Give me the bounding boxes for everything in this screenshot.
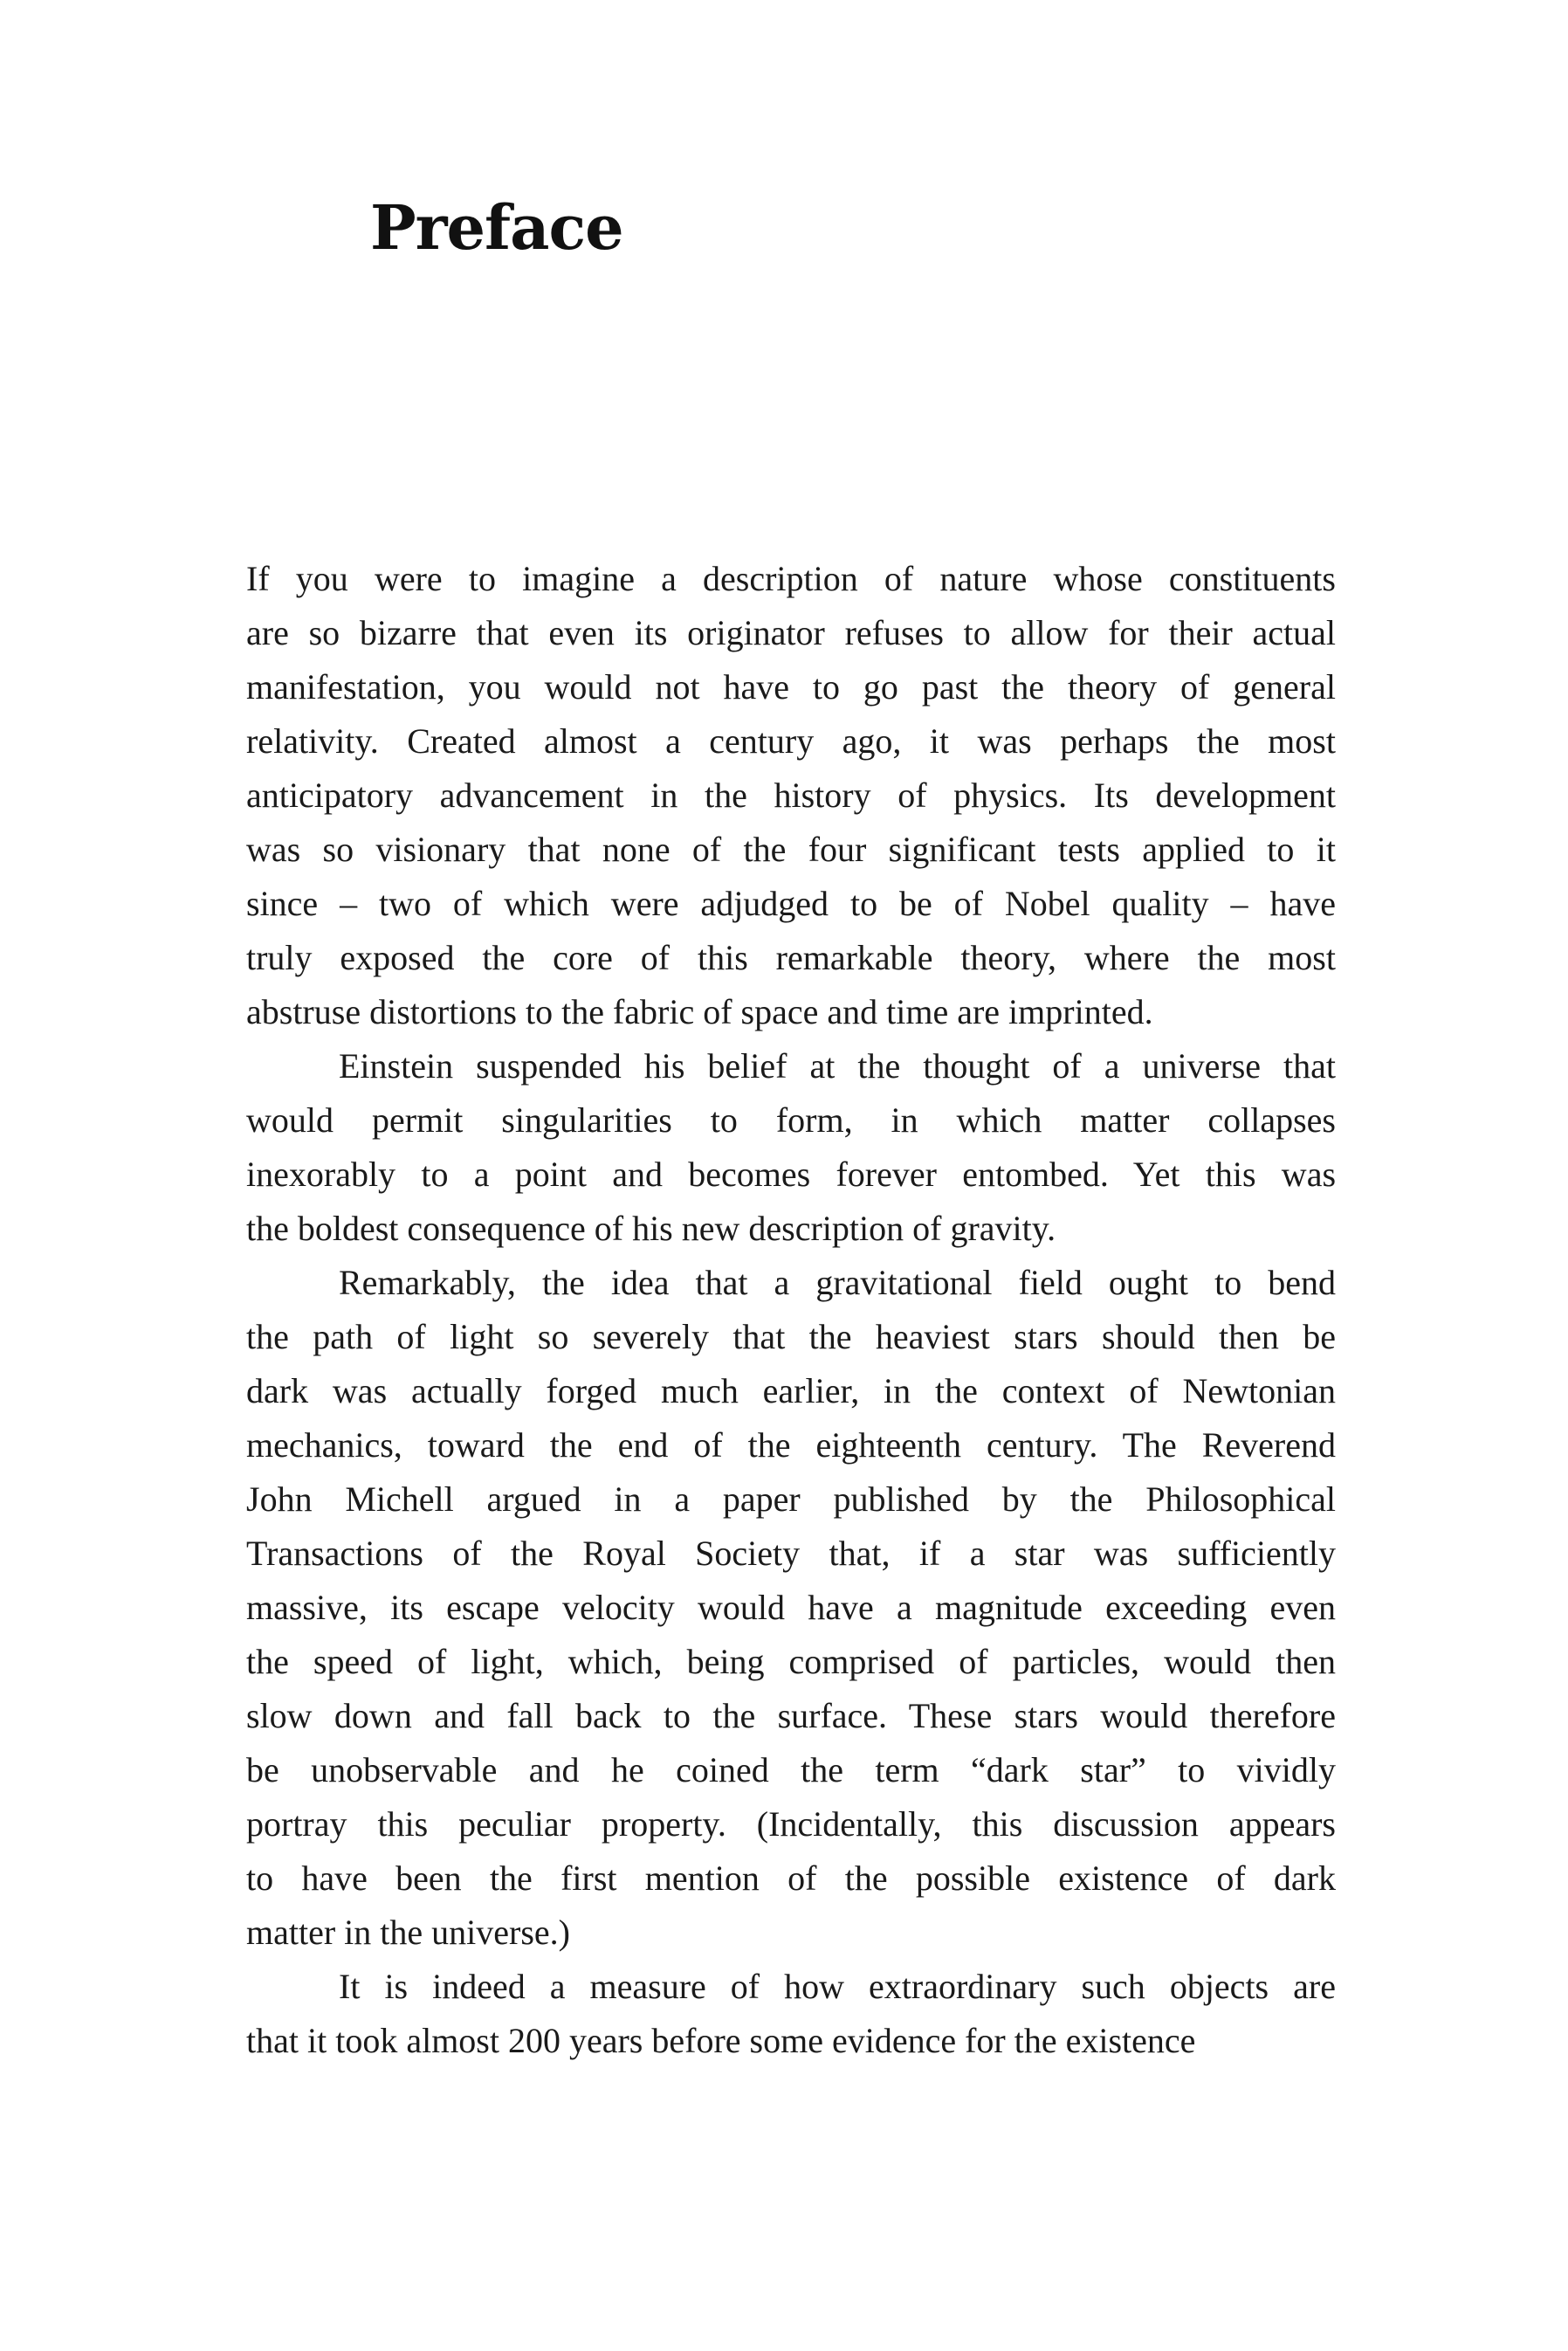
text-line: since – two of which were adjudged to be of Nobel quality – have (246, 884, 1336, 923)
paragraph (246, 1960, 1336, 2068)
text-line: the speed of light, which, being comprised of particles, would then (246, 1642, 1337, 1681)
text-line: John Michell argued in a paper published by the Philosophical (246, 1479, 1336, 1519)
text-line: massive, its escape velocity would have a magnitude exceeding even (246, 1588, 1336, 1627)
text-line: Remarkably, the idea that a gravitational field ought to bend (339, 1263, 1336, 1302)
text-line: inexorably to a point and becomes forever entombed. Yet this was (246, 1155, 1337, 1194)
text-line: would permit singularities to form, in which matter collapses (246, 1100, 1336, 1140)
text-line: portray this peculiar property. (Incidentally, this discussion appears (246, 1804, 1336, 1844)
text-line: be unobservable and he coined the term “dark star” to vividly (246, 1750, 1337, 1789)
text-line: Einstein suspended his belief at the thought of a universe that (339, 1046, 1336, 1086)
body-text (246, 552, 1336, 2068)
paragraph (246, 1039, 1336, 1256)
text-line: Transactions of the Royal Society that, if a star was sufficiently (246, 1534, 1336, 1573)
text-line: manifestation, you would not have to go past the theory of general (246, 667, 1336, 707)
paragraph (246, 552, 1336, 1039)
text-line: matter in the universe.) (246, 1913, 570, 1952)
text-line: slow down and fall back to the surface. These stars would therefore (246, 1696, 1336, 1735)
text-line: dark was actually forged much earlier, in the context of Newtonian (246, 1371, 1336, 1410)
text-line: was so visionary that none of the four significant tests applied to it (246, 830, 1336, 869)
text-line: If you were to imagine a description of nature whose constituents (246, 559, 1336, 598)
page-title: Preface (370, 191, 623, 264)
text-line: mechanics, toward the end of the eighteenth century. The Reverend (246, 1425, 1337, 1465)
text-line: anticipatory advancement in the history of physics. Its development (246, 776, 1337, 815)
paragraph (246, 1256, 1336, 1960)
text-line: truly exposed the core of this remarkable theory, where the most (246, 938, 1336, 977)
text-line: relativity. Created almost a century ago, it was perhaps the most (246, 721, 1336, 761)
text-line: It is indeed a measure of how extraordinary such objects are (339, 1967, 1336, 2006)
text-line: are so bizarre that even its originator refuses to allow for their actual (246, 613, 1336, 652)
text-line: abstruse distortions to the fabric of space and time are imprinted. (246, 992, 1153, 1031)
text-line: the path of light so severely that the heaviest stars should then be (246, 1317, 1336, 1356)
text-line: to have been the first mention of the possible existence of dark (246, 1858, 1336, 1898)
text-line: that it took almost 200 years before some evidence for the existence (246, 2021, 1196, 2060)
text-line: the boldest consequence of his new description of gravity. (246, 1209, 1056, 1248)
